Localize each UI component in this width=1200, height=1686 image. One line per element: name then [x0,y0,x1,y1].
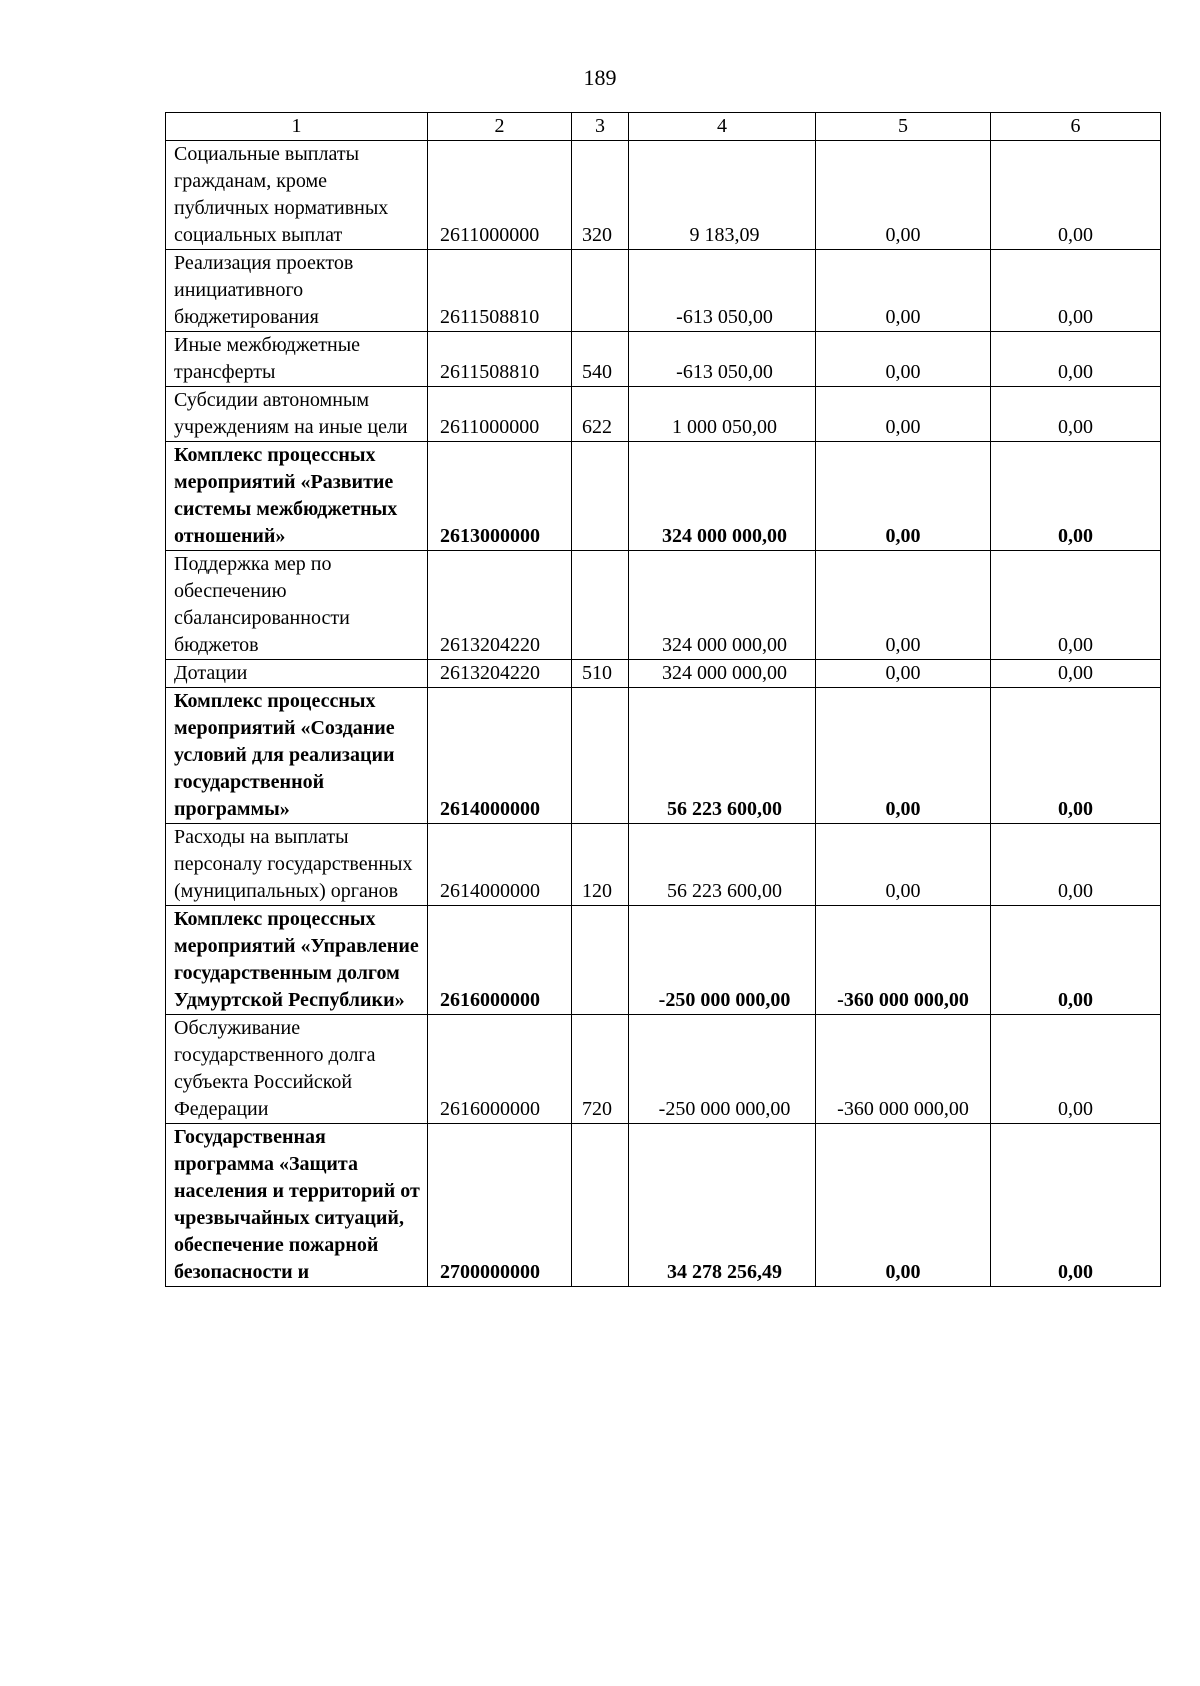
row-value-col6: 0,00 [991,332,1161,387]
table-row [166,660,1161,688]
row-expense-type [572,551,629,660]
row-value-col5: 0,00 [816,250,991,332]
row-value-col5: -360 000 000,00 [816,906,991,1015]
row-code: 2614000000 [428,824,572,906]
row-value-col4: -250 000 000,00 [629,1015,816,1124]
column-header: 3 [572,113,629,141]
row-value-col6: 0,00 [991,141,1161,250]
row-value-col4: 324 000 000,00 [629,442,816,551]
table-row [166,824,1161,906]
row-expense-type: 540 [572,332,629,387]
table-row [166,250,1161,332]
row-expense-type [572,250,629,332]
row-value-col4: 56 223 600,00 [629,688,816,824]
table-row [166,387,1161,442]
row-name: Комплекс процессных мероприятий «Создание условий для реализации государственной программы» [166,688,428,824]
row-expense-type: 622 [572,387,629,442]
row-code: 2616000000 [428,906,572,1015]
column-header: 1 [166,113,428,141]
row-value-col4: 1 000 050,00 [629,387,816,442]
table-row [166,551,1161,660]
budget-table [165,112,1161,1287]
table-row [166,688,1161,824]
row-expense-type: 120 [572,824,629,906]
row-value-col5: 0,00 [816,332,991,387]
row-value-col6: 0,00 [991,906,1161,1015]
row-code: 2613204220 [428,660,572,688]
column-header: 4 [629,113,816,141]
row-value-col6: 0,00 [991,1124,1161,1287]
row-name: Субсидии автономным учреждениям на иные цели [166,387,428,442]
row-value-col5: -360 000 000,00 [816,1015,991,1124]
row-expense-type [572,1124,629,1287]
row-code: 2611508810 [428,250,572,332]
column-header: 2 [428,113,572,141]
table-row [166,442,1161,551]
row-value-col6: 0,00 [991,551,1161,660]
row-name: Расходы на выплаты персоналу государственных (муниципальных) органов [166,824,428,906]
row-code: 2613000000 [428,442,572,551]
row-name: Комплекс процессных мероприятий «Управление государственным долгом Удмуртской Республики» [166,906,428,1015]
row-value-col5: 0,00 [816,688,991,824]
row-code: 2611000000 [428,387,572,442]
row-value-col6: 0,00 [991,824,1161,906]
row-value-col5: 0,00 [816,824,991,906]
row-value-col5: 0,00 [816,387,991,442]
table-row [166,141,1161,250]
row-code: 2611000000 [428,141,572,250]
table-row [166,1015,1161,1124]
row-value-col6: 0,00 [991,250,1161,332]
row-code: 2611508810 [428,332,572,387]
row-expense-type [572,688,629,824]
row-expense-type: 720 [572,1015,629,1124]
row-expense-type [572,442,629,551]
row-value-col4: -250 000 000,00 [629,906,816,1015]
row-value-col5: 0,00 [816,442,991,551]
row-expense-type [572,906,629,1015]
page-number: 189 [583,65,617,90]
row-value-col4: -613 050,00 [629,250,816,332]
row-value-col5: 0,00 [816,141,991,250]
row-value-col4: 324 000 000,00 [629,660,816,688]
row-name: Комплекс процессных мероприятий «Развитие системы межбюджетных отношений» [166,442,428,551]
row-value-col4: -613 050,00 [629,332,816,387]
row-value-col6: 0,00 [991,660,1161,688]
table-header-row [166,113,1161,141]
row-value-col6: 0,00 [991,688,1161,824]
row-value-col4: 324 000 000,00 [629,551,816,660]
row-value-col5: 0,00 [816,1124,991,1287]
row-code: 2613204220 [428,551,572,660]
table-row [166,1124,1161,1287]
row-value-col4: 56 223 600,00 [629,824,816,906]
column-header: 5 [816,113,991,141]
column-header: 6 [991,113,1161,141]
row-expense-type: 320 [572,141,629,250]
row-name: Поддержка мер по обеспечению сбалансированности бюджетов [166,551,428,660]
table-row [166,906,1161,1015]
row-code: 2614000000 [428,688,572,824]
table-row [166,332,1161,387]
row-code: 2616000000 [428,1015,572,1124]
row-value-col6: 0,00 [991,1015,1161,1124]
row-name: Иные межбюджетные трансферты [166,332,428,387]
row-name: Реализация проектов инициативного бюджетирования [166,250,428,332]
row-value-col5: 0,00 [816,551,991,660]
row-value-col6: 0,00 [991,387,1161,442]
row-name: Государственная программа «Защита населения и территорий от чрезвычайных ситуаций, обеспечение пожарной безопасности и [166,1124,428,1287]
row-name: Дотации [166,660,428,688]
row-value-col6: 0,00 [991,442,1161,551]
row-code: 2700000000 [428,1124,572,1287]
row-value-col5: 0,00 [816,660,991,688]
row-value-col4: 34 278 256,49 [629,1124,816,1287]
row-name: Обслуживание государственного долга субъекта Российской Федерации [166,1015,428,1124]
row-name: Социальные выплаты гражданам, кроме публичных нормативных социальных выплат [166,141,428,250]
row-expense-type: 510 [572,660,629,688]
row-value-col4: 9 183,09 [629,141,816,250]
